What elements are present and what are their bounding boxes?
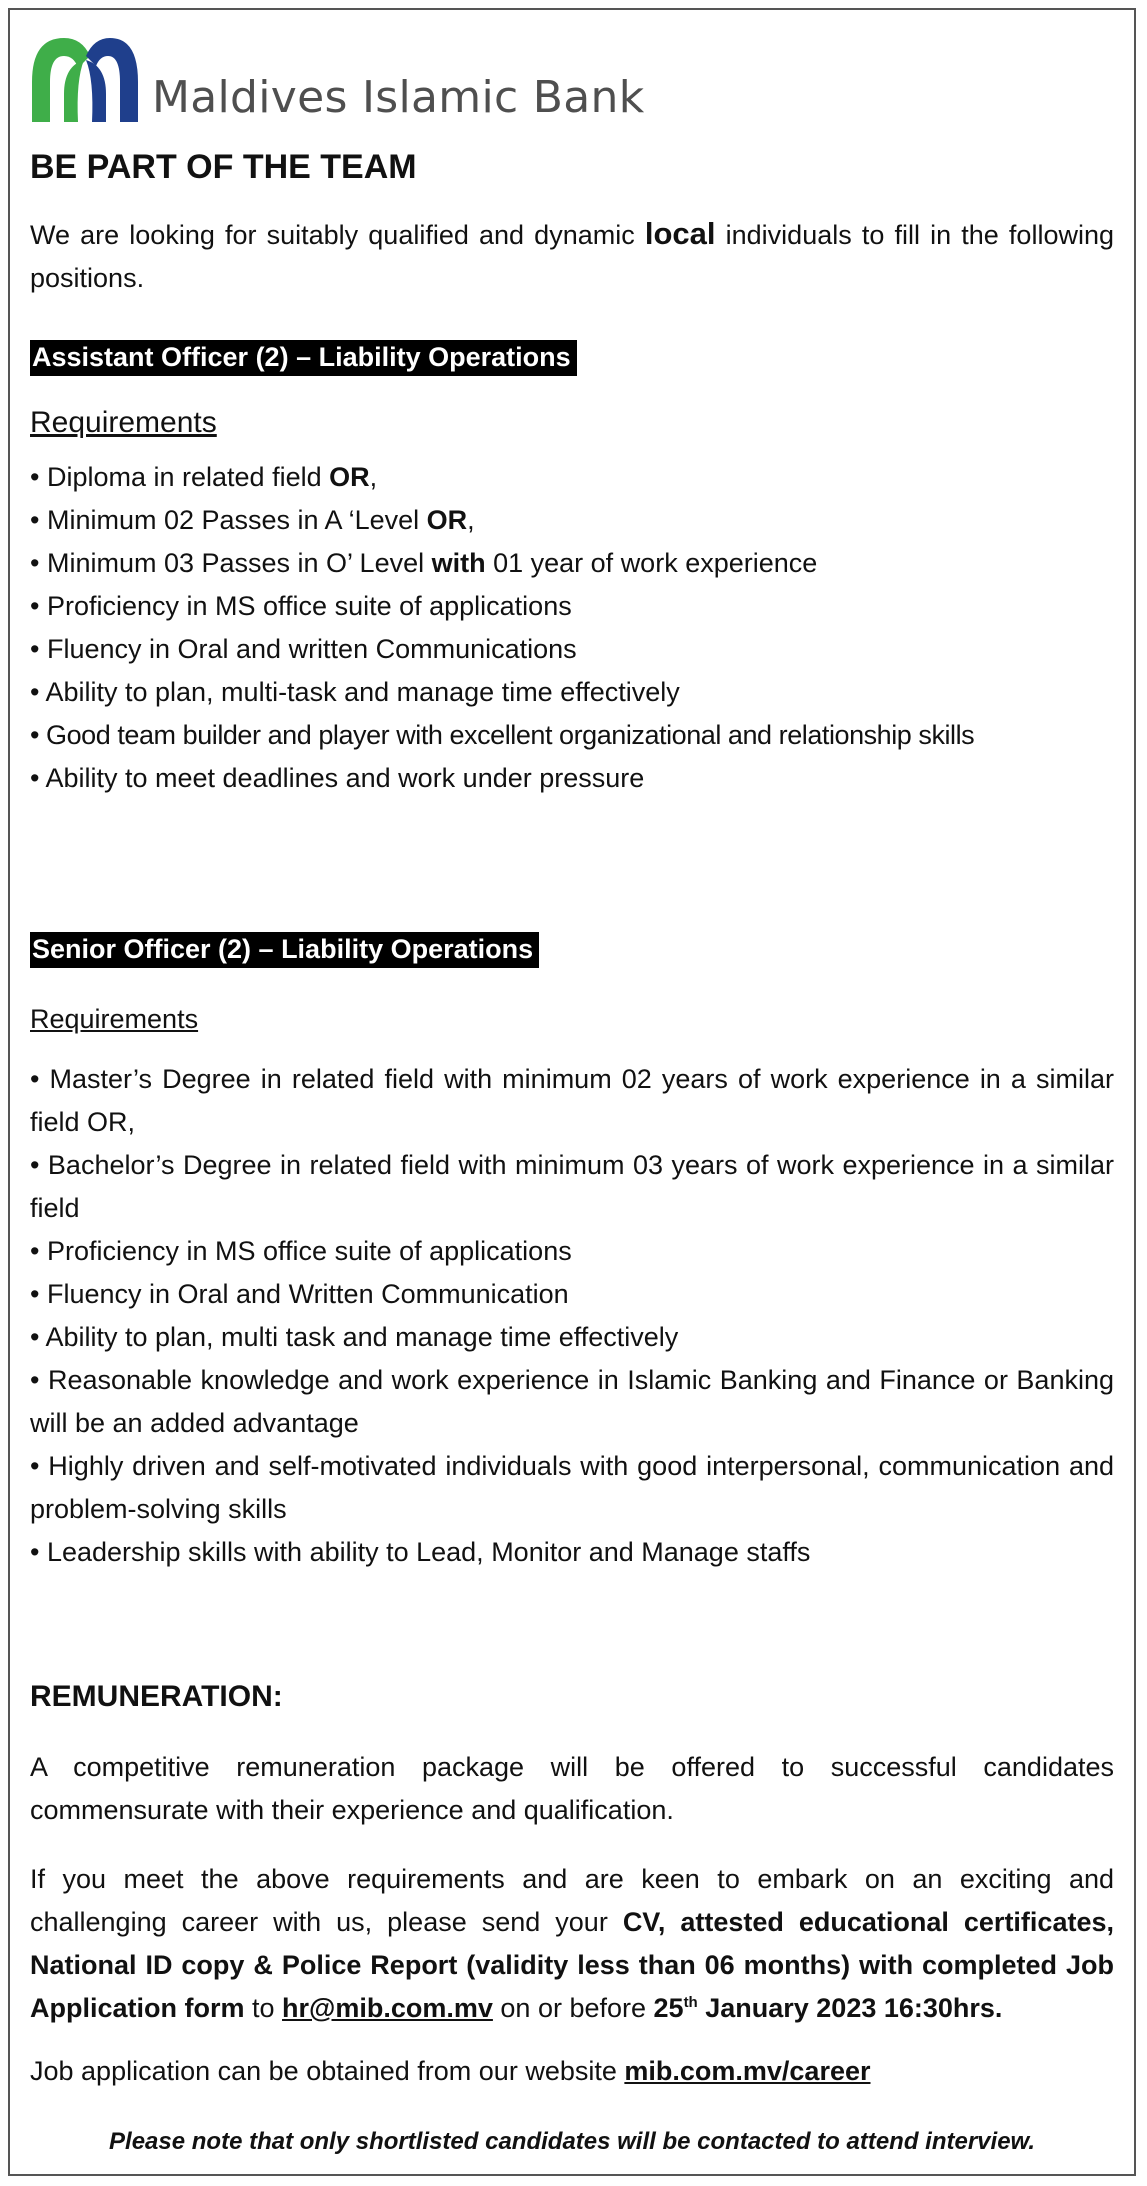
list-item: • Ability to plan, multi task and manage time effectively — [30, 1322, 679, 1352]
page-headline: BE PART OF THE TEAM — [30, 148, 417, 186]
list-item: • Master’s Degree in related field with minimum 02 years of work experience in a similar field OR, — [30, 1064, 1114, 1137]
list-item: • Ability to plan, multi-task and manage time effectively — [30, 677, 680, 707]
bank-logo — [24, 30, 644, 130]
remuneration-heading: REMUNERATION: — [30, 1680, 283, 1713]
website-paragraph: Job application can be obtained from our website mib.com.mv/career — [30, 2056, 871, 2086]
list-item: • Highly driven and self-motivated individuals with good interpersonal, communication and problem-solving skills — [30, 1451, 1114, 1524]
career-website-link[interactable]: mib.com.mv/career — [624, 2056, 871, 2086]
email-link[interactable]: hr@mib.com.mv — [282, 1993, 493, 2023]
list-item: • Diploma in related field OR, — [30, 462, 378, 492]
application-deadline: 25th January 2023 16:30hrs. — [653, 1993, 1003, 2023]
position1-title: Assistant Officer (2) – Liability Operations — [30, 340, 577, 376]
shortlist-note: Please note that only shortlisted candidates will be contacted to attend interview. — [109, 2128, 1035, 2155]
intro-emphasis: local — [644, 216, 716, 251]
list-item: • Good team builder and player with excellent organizational and relationship skills — [30, 720, 975, 750]
apply-paragraph: If you meet the above requirements and are keen to embark on an exciting and challenging career with us, please send your CV, attested educational certificates, National ID copy & Police Report (validity less than 06 months) with completed Job Application form to hr@mib.com.mv on or before 25th January 2023 16:30hrs. — [30, 1864, 1114, 2023]
list-item: • Fluency in Oral and written Communications — [30, 634, 577, 664]
position1-requirements-list — [30, 456, 1114, 800]
intro-text-end: individuals to fill in the following positions. — [30, 220, 1114, 293]
remuneration-paragraph: A competitive remuneration package will be offered to successful candidates commensurate with their experience and qualification. — [30, 1752, 1114, 1825]
intro-text-start: We are looking for suitably qualified and dynamic — [30, 220, 645, 250]
list-item: • Fluency in Oral and Written Communication — [30, 1279, 569, 1309]
required-documents: CV, attested educational certificates, National ID copy & Police Report (validity less than 06 months) with completed Job Application form — [30, 1907, 1114, 2023]
list-item: • Ability to meet deadlines and work under pressure — [30, 763, 645, 793]
list-item: • Minimum 02 Passes in A ‘Level OR, — [30, 505, 475, 535]
list-item: • Proficiency in MS office suite of applications — [30, 591, 572, 621]
intro-paragraph — [30, 212, 1114, 300]
position2-title: Senior Officer (2) – Liability Operations — [30, 932, 539, 968]
list-item: • Reasonable knowledge and work experience in Islamic Banking and Finance or Banking will be an added advantage — [30, 1365, 1114, 1438]
job-advert-page — [8, 8, 1136, 2176]
list-item: • Bachelor’s Degree in related field with minimum 03 years of work experience in a similar field — [30, 1150, 1114, 1223]
bank-name: Maldives Islamic Bank — [152, 72, 645, 123]
list-item: • Minimum 03 Passes in O’ Level with 01 year of work experience — [30, 548, 818, 578]
list-item: • Proficiency in MS office suite of applications — [30, 1236, 572, 1266]
position1-requirements-heading: Requirements — [30, 406, 217, 439]
mib-emblem-icon — [24, 30, 144, 130]
position2-requirements-heading: Requirements — [30, 1004, 199, 1034]
position2-requirements-list — [30, 1058, 1114, 1574]
list-item: • Leadership skills with ability to Lead, Monitor and Manage staffs — [30, 1537, 811, 1567]
